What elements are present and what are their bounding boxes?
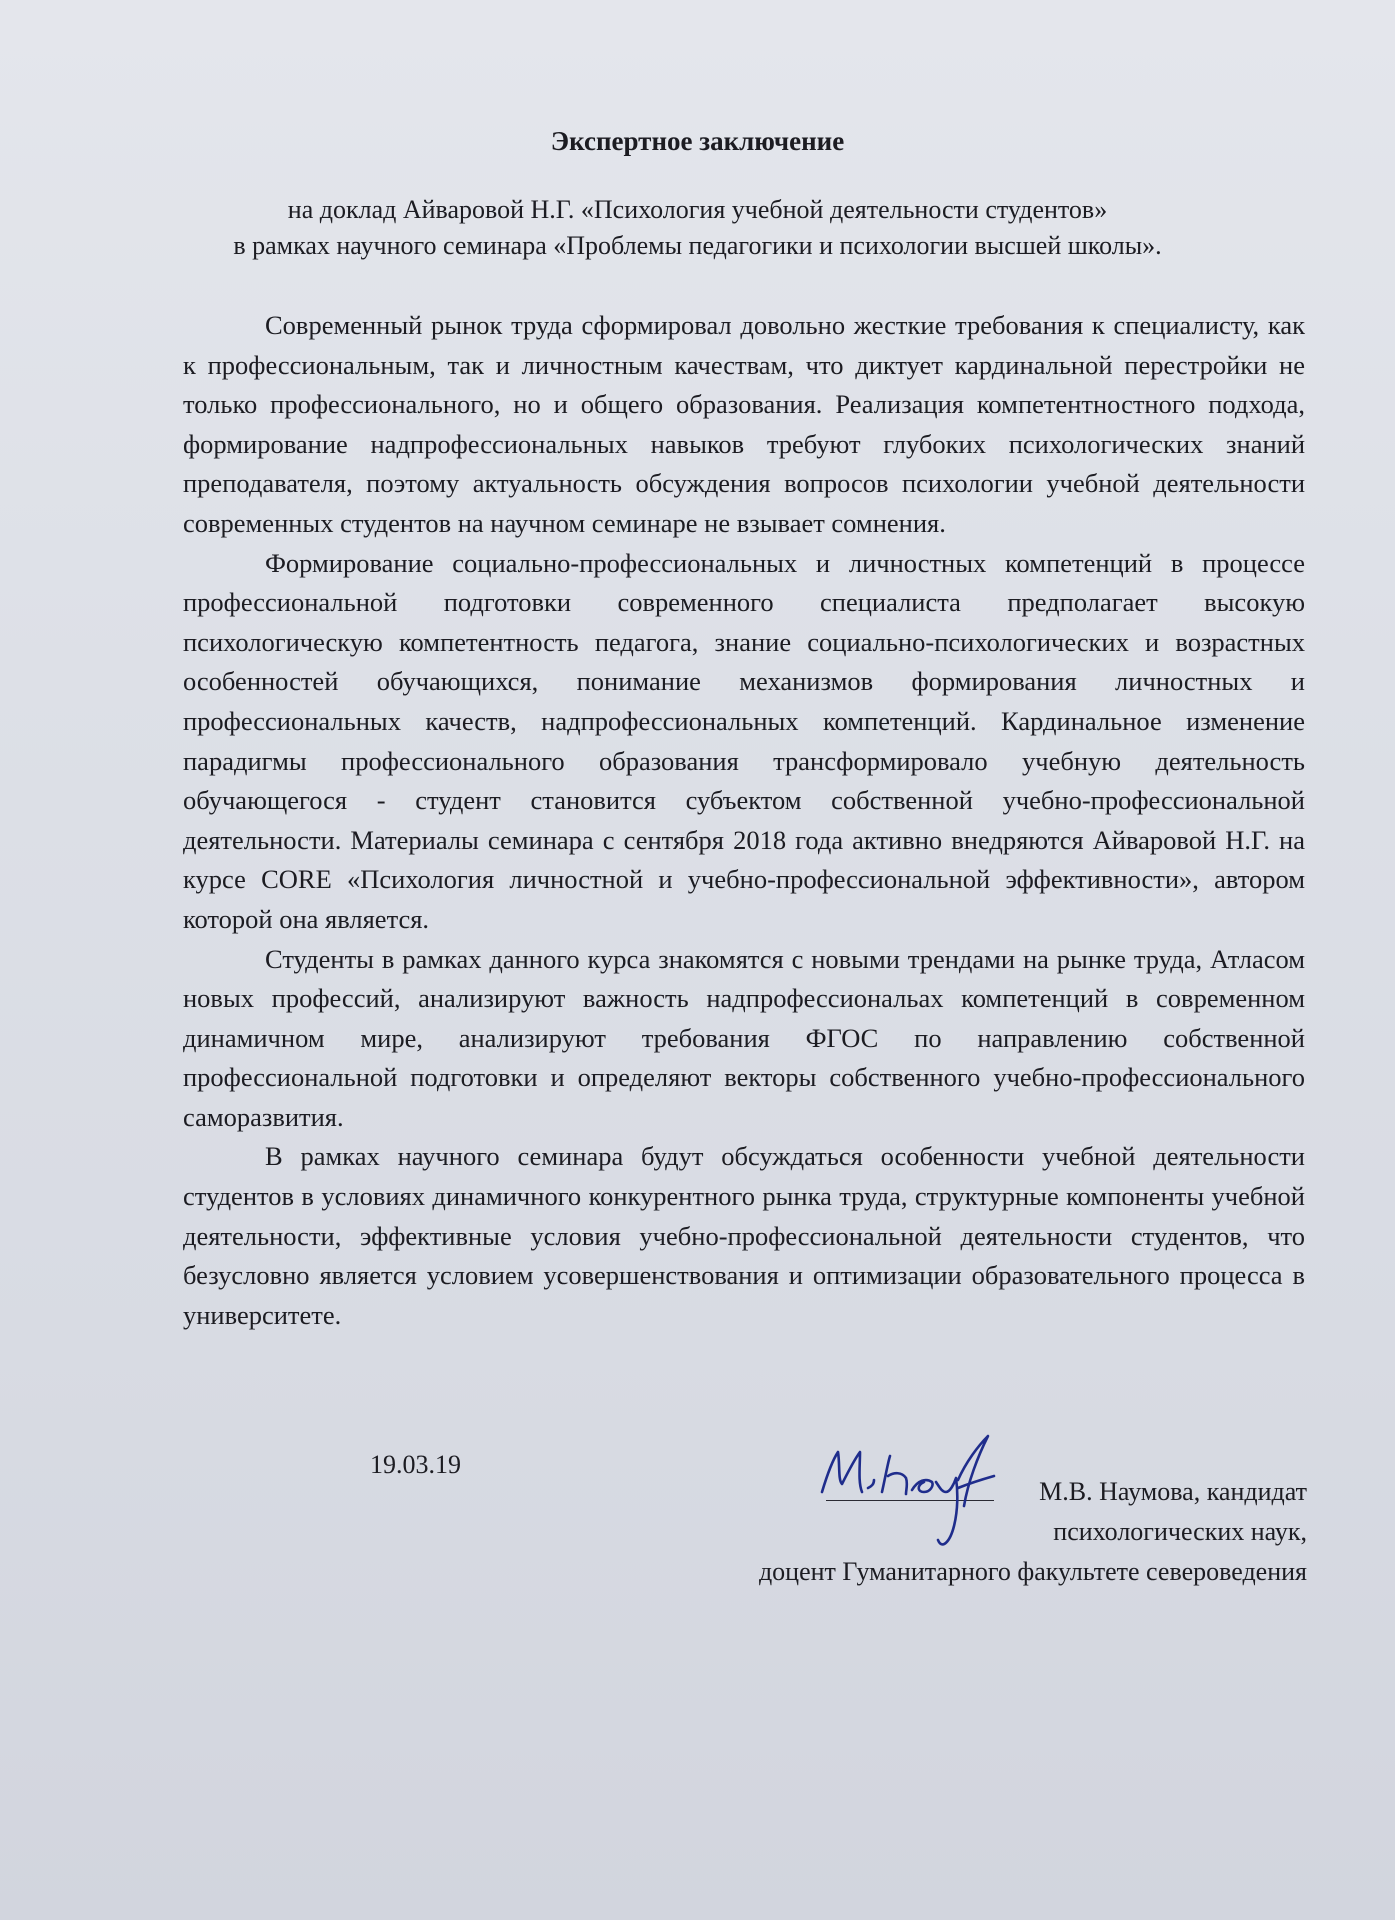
paragraph-2: Формирование социально-профессиональных и личностных компетенций в процессе профессиональной подготовки современного специалиста предполагает высокую психологическую компетентность педагога, знание социально-психологических и возрастных особенностей обучающихся, понимание механизмов формирования личностных и профессиональных качеств, надпрофессиональных компетенций. Кардинальное изменение парадигмы профессионального образования трансформировало учебную деятельность обучающегося - студент становится субъектом собственной учебно-профессиональной деятельности. Материалы семинара с сентября 2018 года активно внедряются Айваровой Н.Г. на курсе CORE «Психология личностной и учебно-профессиональной эффективности», автором которой она является.	[183, 547, 1305, 934]
paragraph-3: Студенты в рамках данного курса знакомятся с новыми трендами на рынке труда, Атласом новых профессий, анализируют важность надпрофессиональах компетенций в современном динамичном мире, анализируют требования ФГОС по направлению собственной профессиональной подготовки и определяют векторы собственного учебно-профессионального саморазвития.	[183, 943, 1305, 1132]
document-body	[183, 306, 1305, 1335]
signatory-line-3: доцент Гуманитарного факультете североведения	[758, 1557, 1307, 1586]
document-title: Экспертное заключение	[550, 126, 845, 156]
subtitle-line-2: в рамках научного семинара «Проблемы педагогики и психологии высшей школы».	[233, 231, 1162, 260]
paragraph-1: Современный рынок труда сформировал довольно жесткие требования к специалисту, как к профессиональным, так и личностным качествам, что диктует кардинальной перестройки не только профессионального, но и общего образования. Реализация компетентностного подхода, формирование надпрофессиональных навыков требуют глубоких психологических знаний преподавателя, поэтому актуальность обсуждения вопросов психологии учебной деятельности современных студентов на научном семинаре не взывает сомнения.	[183, 310, 1305, 538]
signatory-block	[759, 1472, 1307, 1592]
signatory-line-1: М.В. Наумова, кандидат	[1039, 1477, 1307, 1506]
subtitle-line-1: на доклад Айваровой Н.Г. «Психология учебной деятельности студентов»	[287, 195, 1108, 224]
paragraph-4: В рамках научного семинара будут обсуждаться особенности учебной деятельности студентов в условиях динамичного конкурентного рынка труда, структурные компоненты учебной деятельности, эффективные условия учебно-профессиональной деятельности студентов, что безусловно является условием усовершенствования и оптимизации образовательного процесса в университете.	[183, 1141, 1305, 1330]
signatory-line-2: психологических наук,	[1053, 1517, 1307, 1546]
document-date: 19.03.19	[370, 1450, 461, 1479]
document-subtitle	[0, 192, 1395, 264]
